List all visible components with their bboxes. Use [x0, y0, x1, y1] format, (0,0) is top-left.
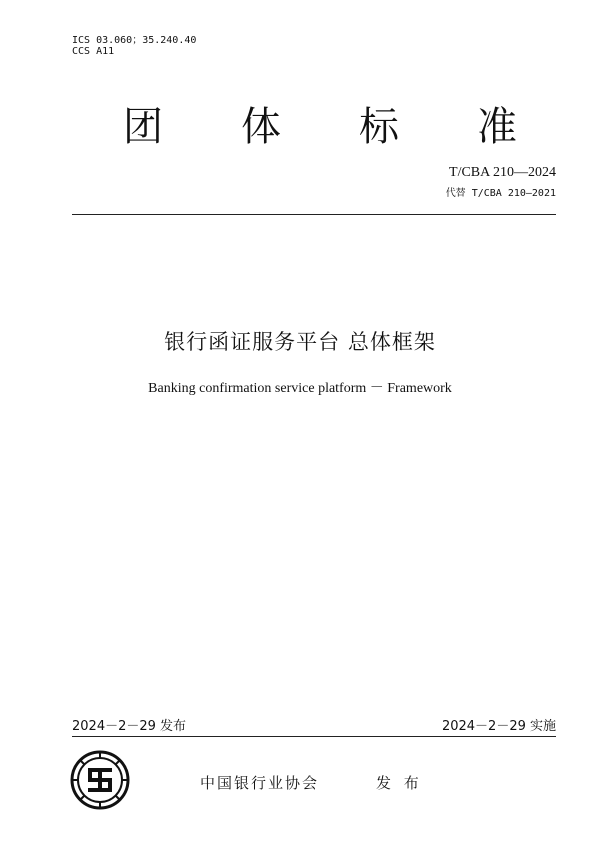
publisher-name: 中国银行业协会: [200, 774, 320, 792]
replaces-standard: 代替 T/CBA 210—2021: [445, 188, 556, 199]
bottom-divider: [72, 736, 556, 737]
standard-type-char: 体: [241, 104, 281, 150]
title-english: Banking confirmation service platform － Framework: [148, 381, 452, 396]
standard-type-heading: [120, 95, 520, 152]
ics-code: ICS 03.060；35.240.40: [72, 35, 197, 46]
china-banking-association-logo-icon: [70, 750, 130, 810]
standard-type-char: 团: [123, 104, 163, 150]
ccs-code: CCS A11: [72, 46, 115, 57]
standard-number: T/CBA 210—2024: [449, 165, 556, 180]
implement-date: 2024－2－29 实施: [441, 719, 556, 734]
publish-date: 2024－2－29 发布: [72, 719, 187, 734]
title-chinese: 银行函证服务平台 总体框架: [164, 330, 436, 354]
standard-type-char: 准: [477, 104, 517, 150]
publish-label: 发 布: [376, 774, 423, 792]
standard-type-char: 标: [359, 104, 399, 150]
top-divider: [72, 214, 556, 215]
